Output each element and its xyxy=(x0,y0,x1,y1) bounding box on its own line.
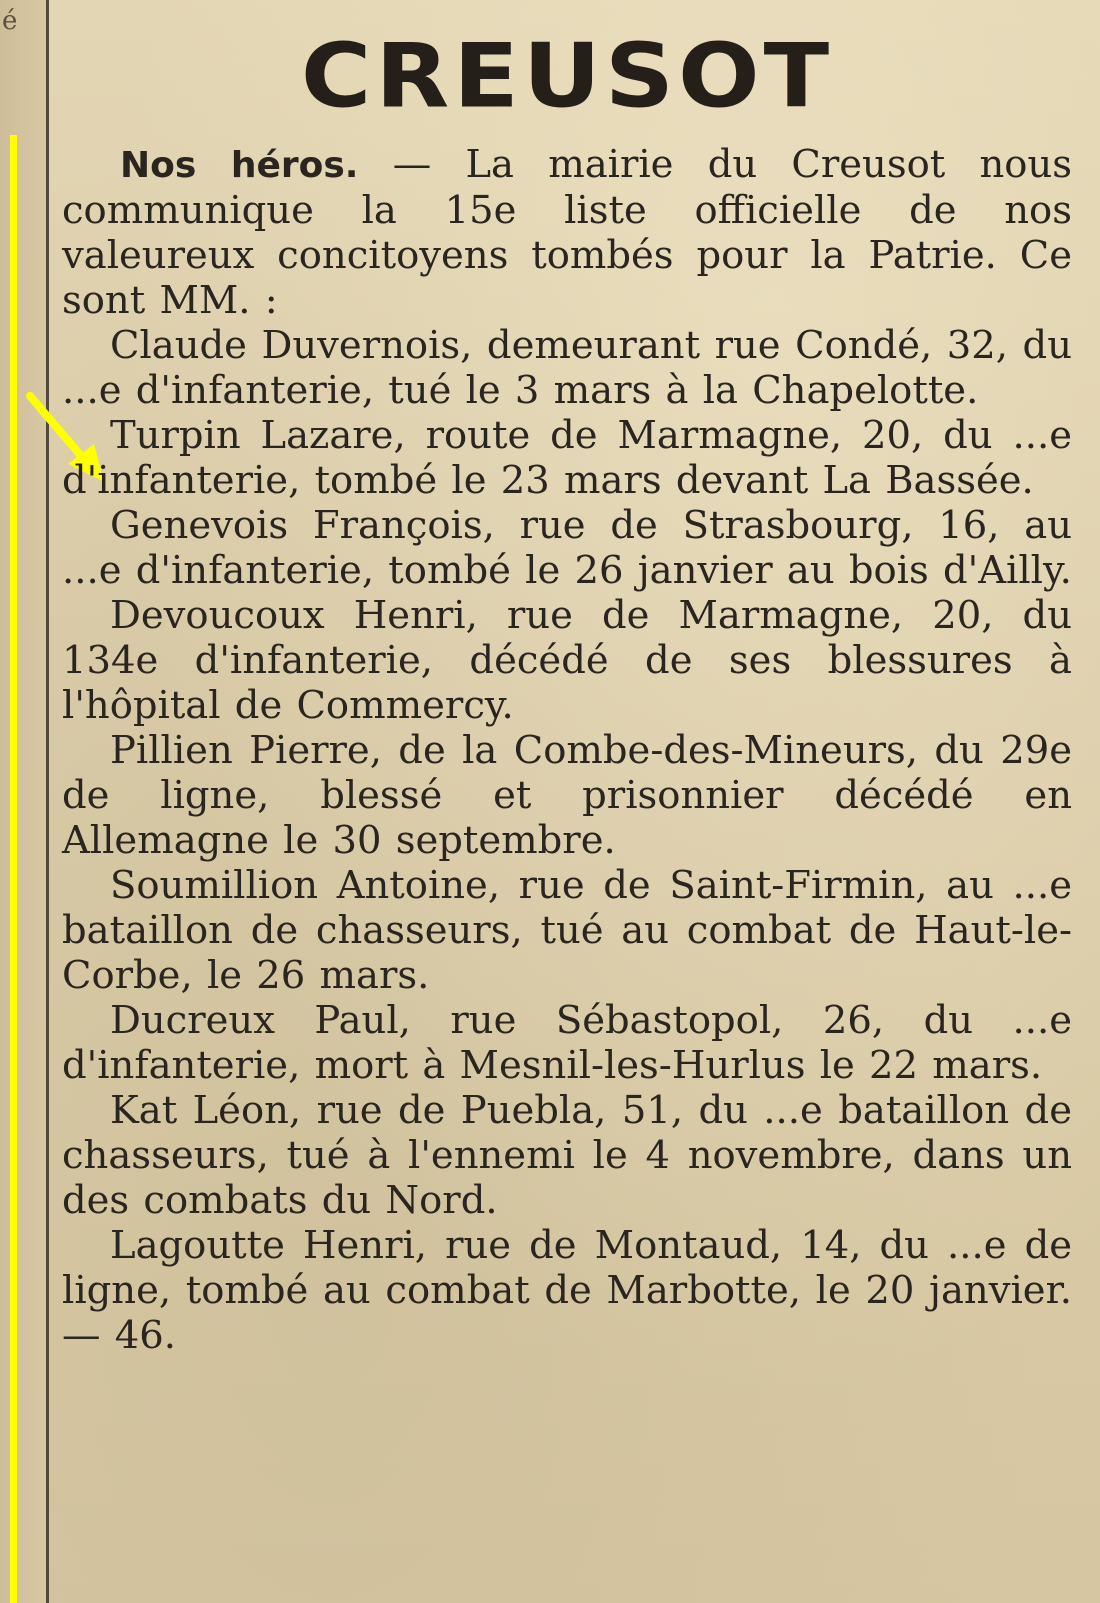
list-item: Ducreux Paul, rue Sébastopol, 26, du ...e d'infanterie, mort à Mesnil-les-Hurlus le 22 mars. xyxy=(62,998,1072,1088)
intro-text: — La mairie du Creusot nous communique la 15e liste officielle de nos valeureux concitoyens tombés pour la Patrie. Ce sont MM. : xyxy=(62,142,1072,323)
article xyxy=(62,20,1072,1358)
rubric-label: Nos héros. xyxy=(120,145,359,186)
list-item: Pillien Pierre, de la Combe-des-Mineurs, du 29e de ligne, blessé et prisonnier décédé en Allemagne le 30 septembre. xyxy=(62,728,1072,863)
list-item: Lagoutte Henri, rue de Montaud, 14, du ...e de ligne, tombé au combat de Marbotte, le 20 janvier. — 46. xyxy=(62,1223,1072,1358)
neighbouring-column-fragment: é xyxy=(2,6,18,36)
list-item: Kat Léon, rue de Puebla, 51, du ...e bataillon de chasseurs, tué à l'ennemi le 4 novembre, dans un des combats du Nord. xyxy=(62,1088,1072,1223)
neighbouring-column xyxy=(0,0,48,1603)
list-item: Claude Duvernois, demeurant rue Condé, 32, du ...e d'infanterie, tué le 3 mars à la Chapelotte. xyxy=(62,323,1072,413)
list-item-highlighted: Turpin Lazare, route de Marmagne, 20, du ...e d'infanterie, tombé le 23 mars devant La Bassée. xyxy=(62,413,1072,503)
list-item: Soumillion Antoine, rue de Saint-Firmin, au ...e bataillon de chasseurs, tué au combat de Haut-le-Corbe, le 26 mars. xyxy=(62,863,1072,998)
article-headline: CREUSOT xyxy=(300,24,834,128)
list-item: Genevois François, rue de Strasbourg, 16, au ...e d'infanterie, tombé le 26 janvier au bois d'Ailly. xyxy=(62,503,1072,593)
list-item: Devoucoux Henri, rue de Marmagne, 20, du 134e d'infanterie, décédé de ses blessures à l'hôpital de Commercy. xyxy=(62,593,1072,728)
article-intro xyxy=(62,142,1072,323)
column-rule xyxy=(46,0,49,1603)
highlight-bar xyxy=(10,135,17,1603)
